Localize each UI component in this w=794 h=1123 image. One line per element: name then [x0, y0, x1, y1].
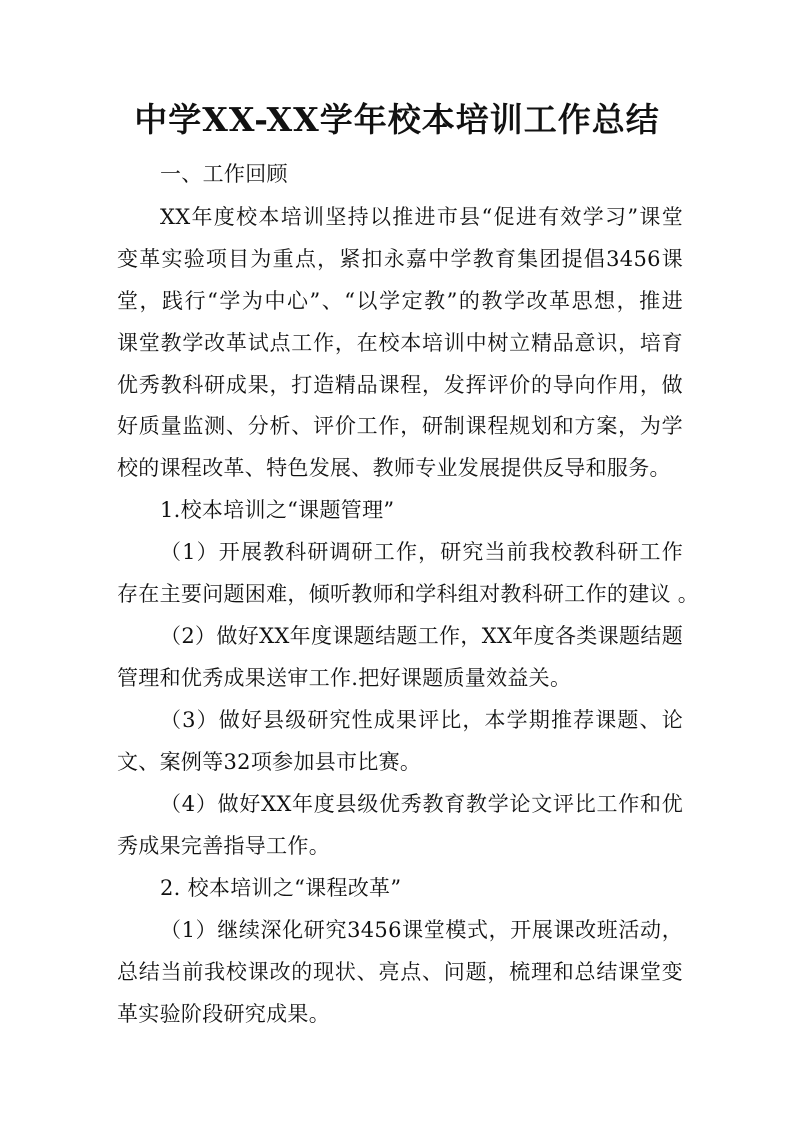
paragraph-line: 优秀教科研成果，打造精品课程，发挥评价的导向作用，做 — [117, 373, 683, 397]
paragraph-line: 存在主要问题困难，倾听教师和学科组对教科研工作的建议 。 — [117, 582, 700, 606]
paragraph-line: 文、案例等32项参加县市比赛。 — [117, 750, 422, 774]
paragraph-line: 秀成果完善指导工作。 — [117, 834, 330, 858]
paragraph-line: 好质量监测、分析、评价工作，研制课程规划和方案，为学 — [117, 414, 683, 438]
paragraph-line: 变革实验项目为重点，紧扣永嘉中学教育集团提倡3456课 — [117, 247, 683, 271]
paragraph-line: XX年度校本培训坚持以推进市县“促进有效学习”课堂 — [160, 205, 683, 229]
paragraph-line: （1）继续深化研究3456课堂模式，开展课改班活动， — [160, 918, 683, 942]
section-heading-review: 一、工作回顾 — [160, 162, 288, 186]
paragraph-line: 堂，践行“学为中心”、“以学定教”的教学改革思想，推进 — [117, 289, 683, 313]
subsection-heading-curriculum-reform: 2. 校本培训之“课程改革” — [160, 876, 402, 900]
paragraph-line: （3）做好县级研究性成果评比，本学期推荐课题、论 — [160, 708, 683, 732]
paragraph-line: （2）做好XX年度课题结题工作，XX年度各类课题结题 — [160, 624, 683, 648]
paragraph-line: （1）开展教科研调研工作，研究当前我校教科研工作 — [160, 540, 683, 564]
subsection-heading-topic-management: 1.校本培训之“课题管理” — [160, 498, 395, 522]
paragraph-line: （4）做好XX年度县级优秀教育教学论文评比工作和优 — [160, 792, 683, 816]
paragraph-line: 课堂教学改革试点工作，在校本培训中树立精品意识，培育 — [117, 331, 683, 355]
paragraph-line: 管理和优秀成果送审工作.把好课题质量效益关。 — [117, 666, 572, 690]
document-title: 中学XX-XX学年校本培训工作总结 — [134, 100, 660, 139]
paragraph-line: 革实验阶段研究成果。 — [117, 1002, 330, 1026]
paragraph-line: 总结当前我校课改的现状、亮点、问题，梳理和总结课堂变 — [117, 960, 683, 984]
paragraph-line: 校的课程改革、特色发展、教师专业发展提供反导和服务。 — [117, 456, 671, 480]
